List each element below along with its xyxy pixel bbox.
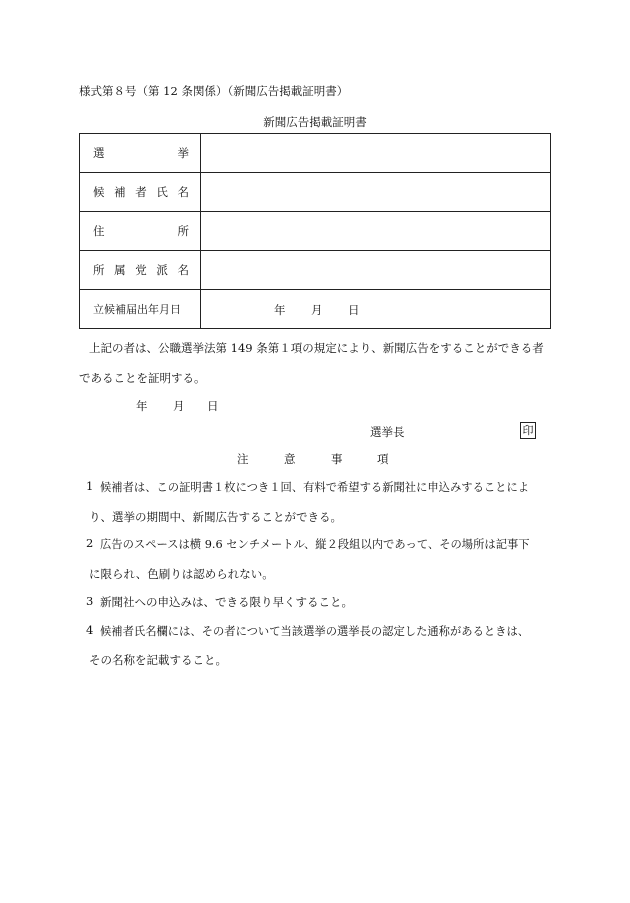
row-label-cell: [80, 173, 201, 212]
filing-date-value: [201, 290, 551, 329]
table-row: [80, 212, 551, 251]
note-1-line-1: 候補者は、この証明書１枚につき１回、有料で希望する新聞社に申込みすることによ: [100, 481, 530, 494]
address-label: 住 所: [93, 224, 189, 238]
filing-month: 月: [311, 303, 323, 317]
note-1-line-2: り、選挙の期間中、新聞広告することができる。: [89, 510, 342, 524]
table-row: [80, 134, 551, 173]
row-label-cell: [80, 134, 201, 173]
note-2-line-2: に限られ、色刷りは認められない。: [89, 567, 274, 581]
cert-year: 年: [136, 399, 148, 413]
table-row: [80, 251, 551, 290]
note-4-number: 4: [86, 623, 94, 637]
cert-day: 日: [207, 399, 219, 413]
notes-heading-3: 事: [331, 452, 343, 466]
cert-month: 月: [173, 399, 185, 413]
note-2-line-1: 広告のスペースは横 9.6 センチメートル、縦２段組以内であって、その場所は記事下: [100, 538, 530, 551]
notes-heading-4: 項: [377, 452, 389, 466]
filing-year: 年: [274, 303, 286, 317]
certificate-table: [79, 133, 551, 329]
candidate-name-value: [201, 173, 551, 212]
filing-date-label: 立候補届出年月日: [93, 303, 181, 316]
party-value: [201, 251, 551, 290]
certification-line-2: であることを証明する。: [79, 371, 206, 385]
election-label: 選 挙: [93, 146, 189, 160]
note-3-number: 3: [86, 594, 94, 608]
row-label-cell: [80, 251, 201, 290]
party-label: 所属党派名: [93, 263, 189, 277]
note-1-number: 1: [86, 479, 94, 493]
certification-line-1: 上記の者は、公職選挙法第 149 条第１項の規定により、新聞広告をすることができる者: [89, 341, 544, 355]
document-title: 新聞広告掲載証明書: [263, 115, 367, 129]
row-label-cell: [80, 212, 201, 251]
signer-title: 選挙長: [370, 425, 405, 439]
note-3-line-1: 新聞社への申込みは、できる限り早くすること。: [100, 595, 353, 609]
note-4-line-2: その名称を記載すること。: [89, 653, 227, 667]
election-value: [201, 134, 551, 173]
notes-heading-1: 注: [237, 452, 249, 466]
candidate-name-label: 候補者氏名: [93, 185, 189, 199]
note-2-number: 2: [86, 536, 94, 550]
form-title: 様式第８号（第 12 条関係）（新聞広告掲載証明書）: [79, 84, 349, 98]
notes-heading-2: 意: [284, 452, 296, 466]
table-row: [80, 290, 551, 329]
seal-mark: 印: [520, 422, 536, 439]
table-row: [80, 173, 551, 212]
filing-day: 日: [348, 303, 360, 317]
row-label-cell: [80, 290, 201, 329]
note-4-line-1: 候補者氏名欄には、その者について当該選挙の選挙長の認定した通称があるときは、: [100, 625, 530, 638]
address-value: [201, 212, 551, 251]
